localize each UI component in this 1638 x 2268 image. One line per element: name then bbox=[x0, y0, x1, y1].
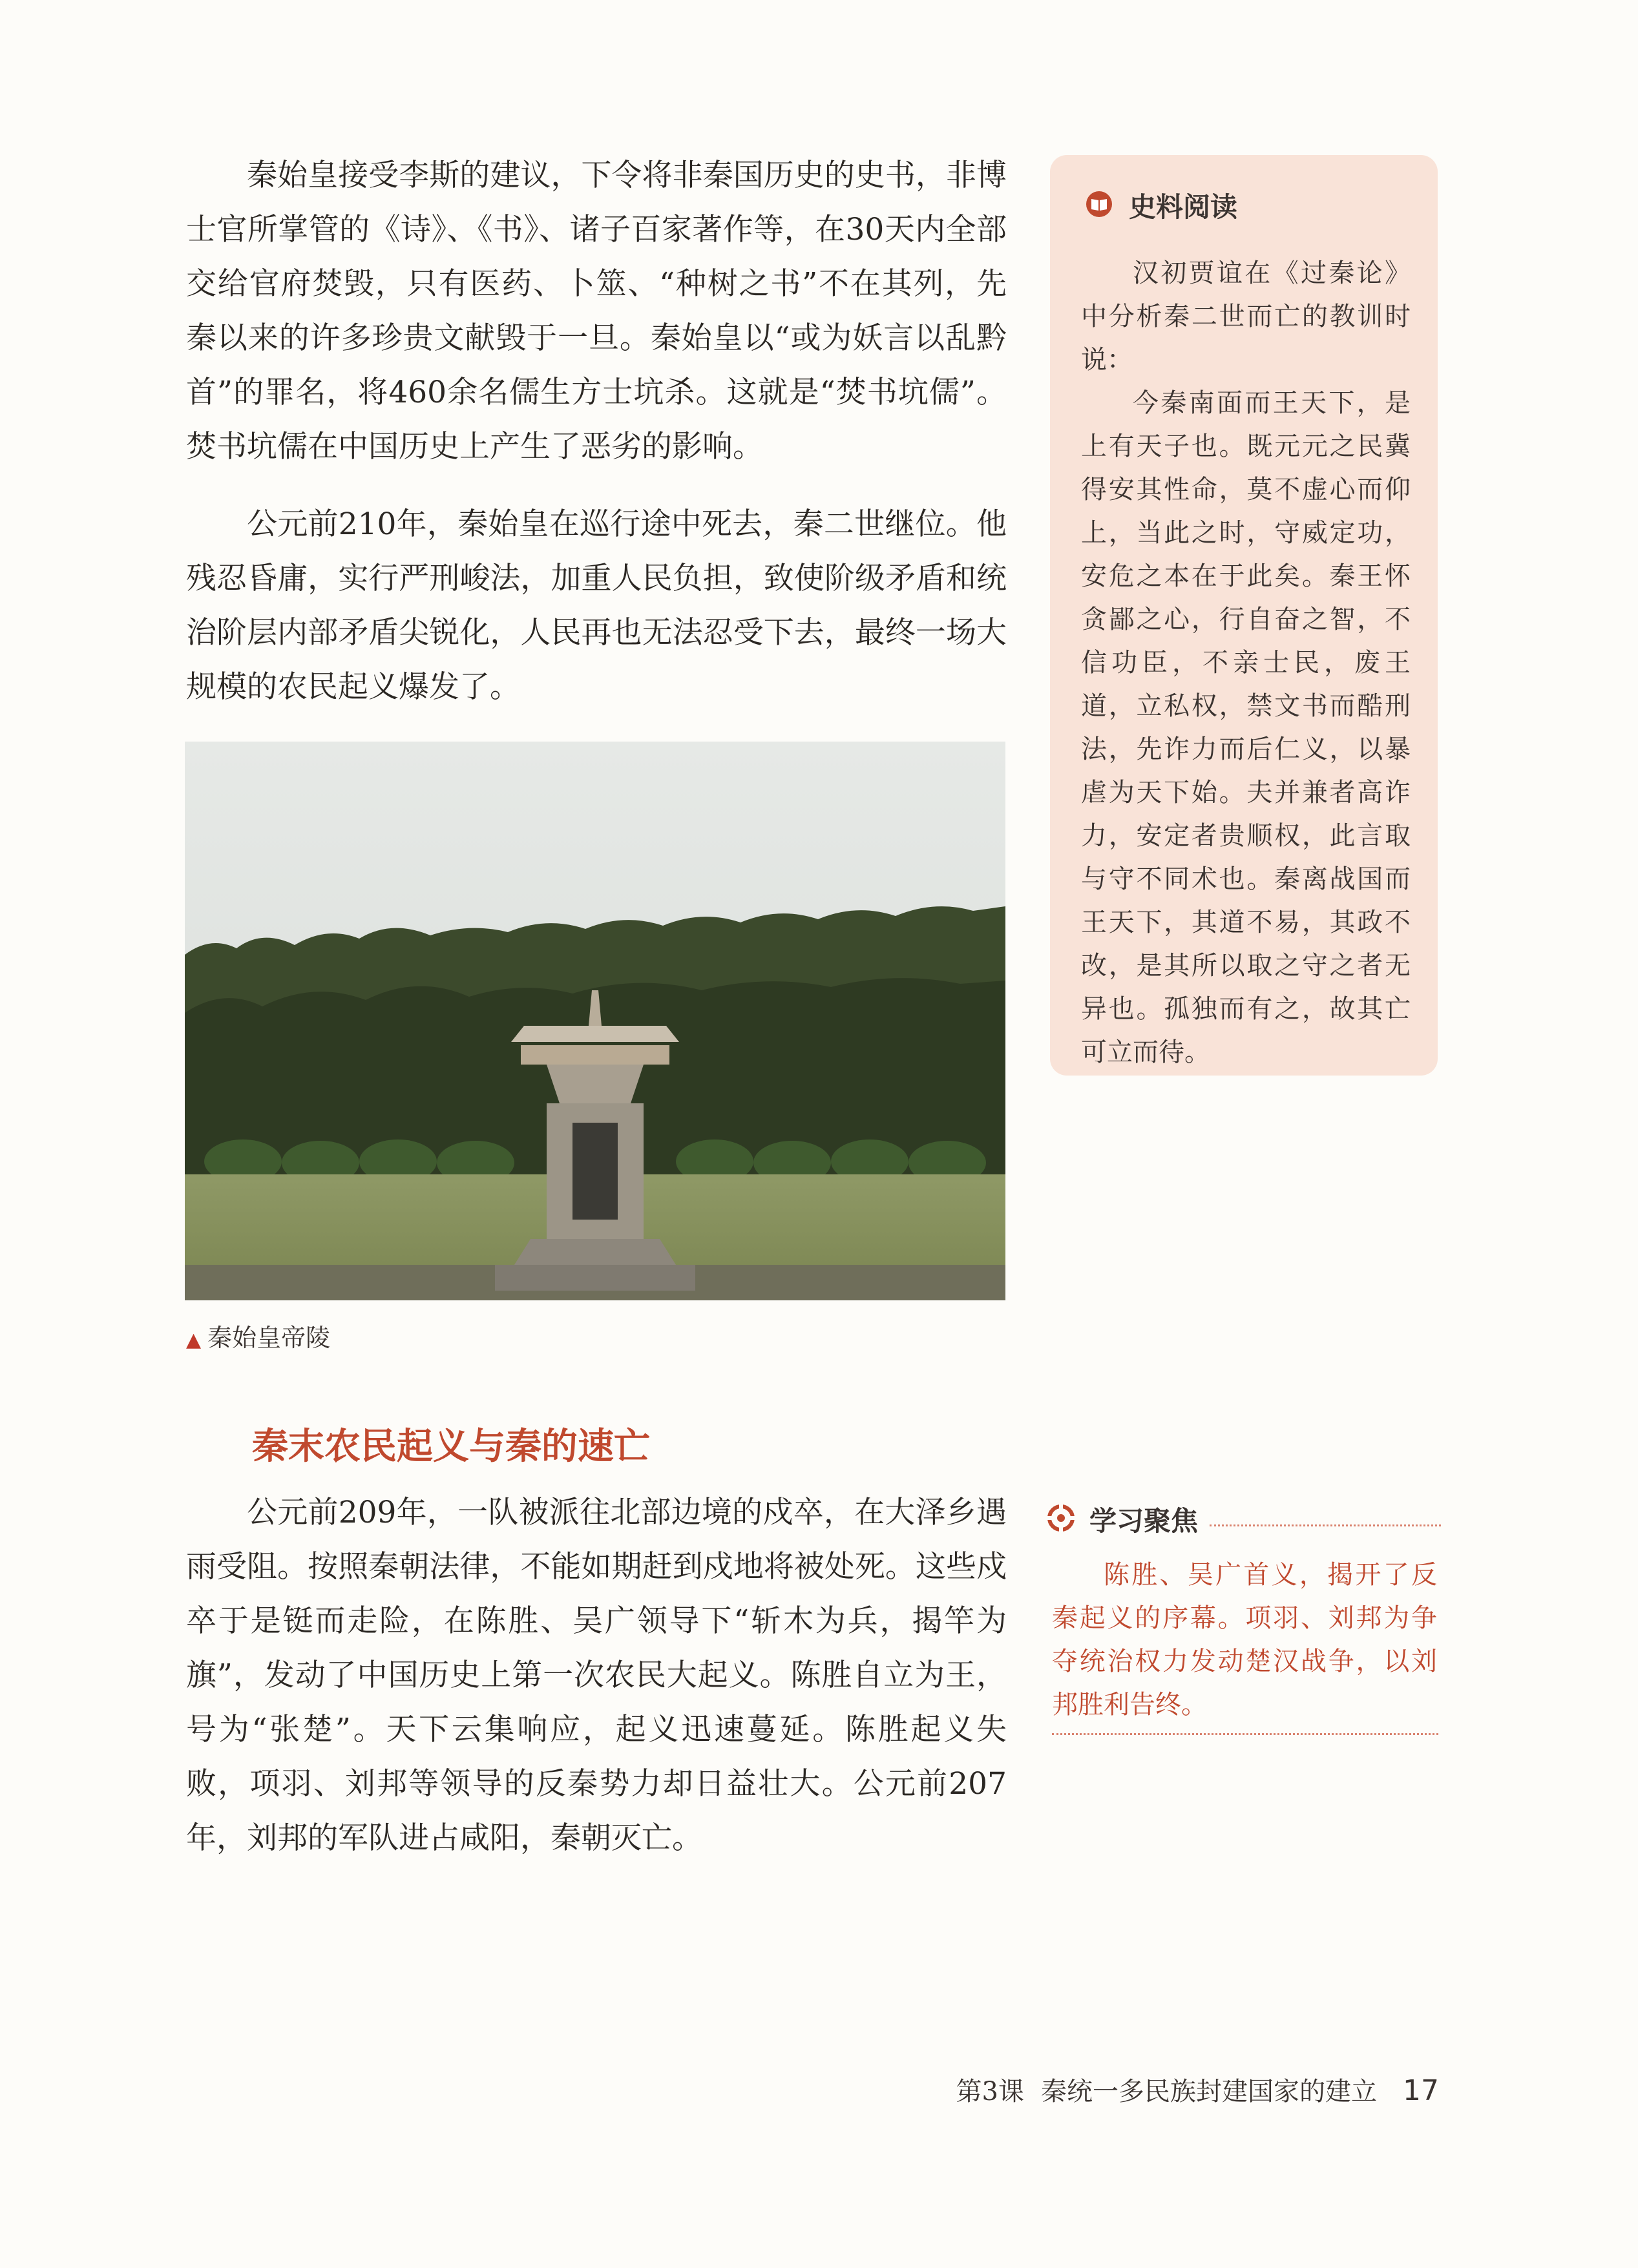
photo-caption-text: 秦始皇帝陵 bbox=[207, 1324, 331, 1352]
learning-focus-text: 陈胜、吴广首义，揭开了反秦起义的序幕。项羽、刘邦为争夺统治权力发动楚汉战争，以刘邦胜利告终。 bbox=[1052, 1560, 1437, 1720]
source-reading-header bbox=[1085, 186, 1237, 225]
focus-divider bbox=[1210, 1524, 1441, 1526]
source-reading-intro: 汉初贾谊在《过秦论》中分析秦二世而亡的教训时说： bbox=[1081, 258, 1411, 375]
paragraph-qin-second-emperor: 公元前210年，秦始皇在巡行途中死去，秦二世继位。他残忍昏庸，实行严刑峻法，加重人民负担，致使阶级矛盾和统治阶层内部矛盾尖锐化，人民再也无法忍受下去，最终一场大规模的农民起义爆发了。 bbox=[186, 506, 1007, 705]
source-reading-box bbox=[1050, 155, 1438, 1076]
focus-target-icon bbox=[1047, 1504, 1075, 1535]
section-title: 秦末农民起义与秦的速亡 bbox=[252, 1426, 650, 1468]
page-footer bbox=[956, 2071, 1439, 2108]
footer-lesson: 第3课 bbox=[956, 2077, 1024, 2107]
source-reading-quote: 今秦南面而王天下，是上有天子也。既元元之民冀得安其性命，莫不虚心而仰上，当此之时，守威定功，安危之本在于此矣。秦王怀贪鄙之心，行自奋之智，不信功臣，不亲士民，废王道，立私权，禁文书而酷刑法，先诈力而后仁义，以暴虐为天下始。夫并兼者高诈力，安定者贵顺权，此言取与守不同术也。秦离战国而王天下，其道不易，其政不改，是其所以取之守之者无异也。孤独而有之，故其亡可立而待。 bbox=[1081, 388, 1411, 1067]
qin-mausoleum-photo bbox=[185, 742, 1005, 1300]
page-number: 17 bbox=[1403, 2074, 1439, 2107]
triangle-icon: ▲ bbox=[186, 1329, 202, 1351]
paragraph-peasant-uprising: 公元前209年，一队被派往北部边境的戍卒，在大泽乡遇雨受阻。按照秦朝法律，不能如期赶到戍地将被处死。这些戍卒于是铤而走险，在陈胜、吴广领导下“斩木为兵，揭竿为旗”，发动了中国历史上第一次农民大起义。陈胜自立为王，号为“张楚”。天下云集响应，起义迅速蔓延。陈胜起义失败，项羽、刘邦等领导的反秦势力却日益壮大。公元前207年，刘邦的军队进占咸阳，秦朝灭亡。 bbox=[186, 1495, 1007, 1856]
source-reading-text bbox=[1081, 252, 1411, 1074]
paragraph-burning-books: 秦始皇接受李斯的建议，下令将非秦国历史的史书，非博士官所掌管的《诗》、《书》、诸子百家著作等，在30天内全部交给官府焚毁，只有医药、卜筮、“种树之书”不在其列，先秦以来的许多珍贵文献毁于一旦。秦始皇以“或为妖言以乱黔首”的罪名，将460余名儒生方士坑杀。这就是“焚书坑儒”。焚书坑儒在中国历史上产生了恶劣的影响。 bbox=[186, 158, 1007, 464]
focus-bottom-divider bbox=[1052, 1733, 1438, 1735]
learning-focus-title: 学习聚焦 bbox=[1089, 1505, 1199, 1537]
learning-focus-header bbox=[1047, 1500, 1441, 1539]
photo-caption bbox=[186, 1318, 330, 1353]
footer-chapter-title: 秦统一多民族封建国家的建立 bbox=[1041, 2077, 1377, 2107]
book-icon bbox=[1085, 190, 1113, 221]
source-reading-title: 史料阅读 bbox=[1129, 191, 1238, 223]
